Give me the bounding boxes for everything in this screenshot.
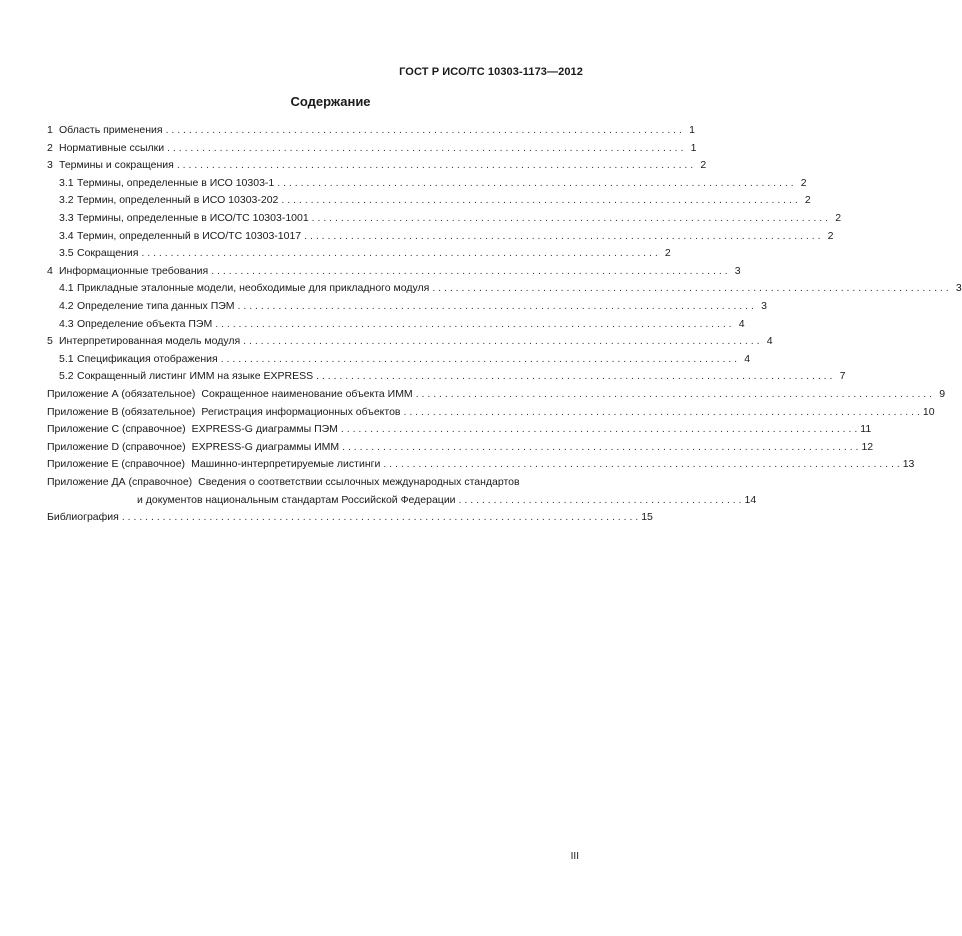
toc-entry-title: EXPRESS-G диаграммы ИММ [191,440,340,453]
toc-entry-title: Регистрация информационных объектов [201,405,401,418]
toc-entry-number: 5 [47,335,53,348]
toc-entry-page: 7 [839,370,846,383]
toc-entry-number: 3.5 [59,247,74,260]
toc-entry-page: 15 [641,511,653,524]
dot-leader [341,423,857,435]
toc-entry[interactable] [47,440,874,453]
dot-leader [316,370,832,382]
toc-entry-multiline[interactable] [47,475,757,506]
toc-entry-number: 3.2 [59,194,74,207]
toc-entry-title-continued: и документов национальным стандартам Российской Федерации [137,493,456,506]
toc-entry-page: 4 [738,317,745,330]
toc-entry-number: 4.2 [59,299,74,312]
toc-entry-title: Сокращения [77,247,139,260]
toc-entry[interactable] [47,264,741,277]
toc-entry[interactable] [47,159,707,172]
dot-leader [416,388,932,400]
toc-entry[interactable] [47,405,935,418]
dot-leader [211,265,727,277]
toc-entry-page: 4 [744,352,751,365]
toc-entry[interactable] [47,282,962,295]
toc-entry-number: Приложение А (обязательное) [47,387,196,400]
toc-entry-number: Приложение Е (справочное) [47,458,186,471]
toc-entry[interactable] [47,370,846,383]
dot-leader [141,247,657,259]
toc-title: Содержание [290,94,371,109]
toc-entry[interactable] [47,423,872,436]
toc-entry-title: Термины, определенные в ИСО/ТС 10303-1001 [77,211,309,224]
toc-entry-title: Информационные требования [59,264,209,277]
toc-entry-page: 10 [922,405,935,418]
toc-entry-number: 3.4 [59,229,74,242]
toc-entry-bibliography[interactable] [47,511,653,524]
toc-entry[interactable] [47,247,671,260]
toc-entry-number: 1 [47,124,53,136]
dot-leader [243,335,759,347]
toc-entry[interactable] [47,176,807,189]
toc-entry[interactable] [47,124,695,136]
dot-leader [215,318,731,330]
toc-entry-title: Термин, определенный в ИСО/ТС 10303-1017 [77,229,302,242]
toc-entry[interactable] [47,211,842,224]
toc-entry-number: 2 [47,141,53,154]
toc-entry[interactable] [47,141,697,154]
toc-entry-page: 2 [804,194,811,207]
toc-entry-number: 4.3 [59,317,74,330]
dot-leader [459,494,742,506]
toc-entry-page: 2 [664,247,671,260]
toc-entry-title: Область применения [59,124,163,136]
toc-entry-title: Сокращенный листинг ИММ на языке EXPRESS [77,370,314,383]
toc-entry[interactable] [47,317,745,330]
table-of-contents [47,124,962,529]
toc-entry-title: Библиография [47,511,119,524]
dot-leader [166,124,682,136]
toc-entry-title: Сведения о соответствии ссылочных международных стандартов [198,475,520,488]
toc-entry-number: Приложение С (справочное) [47,423,186,436]
dot-leader [221,353,737,365]
toc-entry-page: 2 [800,176,807,189]
dot-leader [432,282,948,294]
toc-entry-title: Термины и сокращения [59,159,174,172]
toc-entry[interactable] [47,299,767,312]
toc-entry-title: Машинно-интерпретируемые листинги [191,458,381,471]
toc-entry-page: 11 [860,423,872,436]
toc-entry-number: 4 [47,264,53,277]
toc-entry[interactable] [47,387,946,400]
toc-entry-page: 2 [700,159,707,172]
dot-leader [238,300,754,312]
dot-leader [404,406,920,418]
dot-leader [304,230,820,242]
dot-leader [312,212,828,224]
dot-leader [177,159,693,171]
toc-entry-page: 13 [902,458,915,471]
toc-entry[interactable] [47,352,751,365]
toc-entry-page: 3 [734,264,741,277]
toc-entry-number: Приложение D (справочное) [47,440,186,453]
toc-entry-number: 5.1 [59,352,74,365]
toc-entry-title: Определение объекта ПЭМ [77,317,213,330]
toc-entry-page: 2 [827,229,834,242]
dot-leader [342,441,858,453]
dot-leader [383,458,899,470]
toc-entry[interactable] [47,229,834,242]
toc-entry-number: Приложение ДА (справочное) [47,475,193,488]
toc-entry[interactable] [47,335,773,348]
toc-entry-title: Сокращенное наименование объекта ИММ [201,387,413,400]
toc-entry-title: Термин, определенный в ИСО 10303-202 [77,194,279,207]
toc-entry-page: 12 [861,440,874,453]
toc-entry-page: 4 [766,335,773,348]
toc-entry-number: 3.1 [59,176,74,189]
toc-entry[interactable] [47,194,811,207]
toc-entry-title: Спецификация отображения [77,352,218,365]
dot-leader [167,142,683,154]
toc-entry-page: 1 [689,124,695,136]
toc-entry-number: 4.1 [59,282,74,295]
page-number: III [570,851,579,862]
toc-entry[interactable] [47,458,915,471]
toc-entry-title: Прикладные эталонные модели, необходимые для прикладного модуля [77,282,430,295]
toc-entry-page: 1 [690,141,697,154]
toc-entry-title: Термины, определенные в ИСО 10303-1 [77,176,275,189]
toc-entry-number: 3 [47,159,53,172]
toc-entry-number: 3.3 [59,211,74,224]
toc-entry-page: 3 [761,299,767,312]
dot-leader [277,177,793,189]
standard-code: ГОСТ Р ИСО/ТС 10303-1173—2012 [399,66,583,78]
toc-entry-title: Нормативные ссылки [59,141,165,154]
toc-entry-number: Приложение В (обязательное) [47,405,196,418]
toc-entry-title: Интерпретированная модель модуля [59,335,241,348]
toc-entry-page: 9 [939,387,946,400]
toc-entry-title: Определение типа данных ПЭМ [77,299,235,312]
dot-leader [281,194,797,206]
toc-entry-page: 3 [955,282,962,295]
toc-entry-page: 14 [744,493,757,506]
toc-entry-page: 2 [835,211,842,224]
toc-entry-title: EXPRESS-G диаграммы ПЭМ [191,423,338,436]
toc-entry-number: 5.2 [59,370,74,383]
dot-leader [122,511,638,523]
